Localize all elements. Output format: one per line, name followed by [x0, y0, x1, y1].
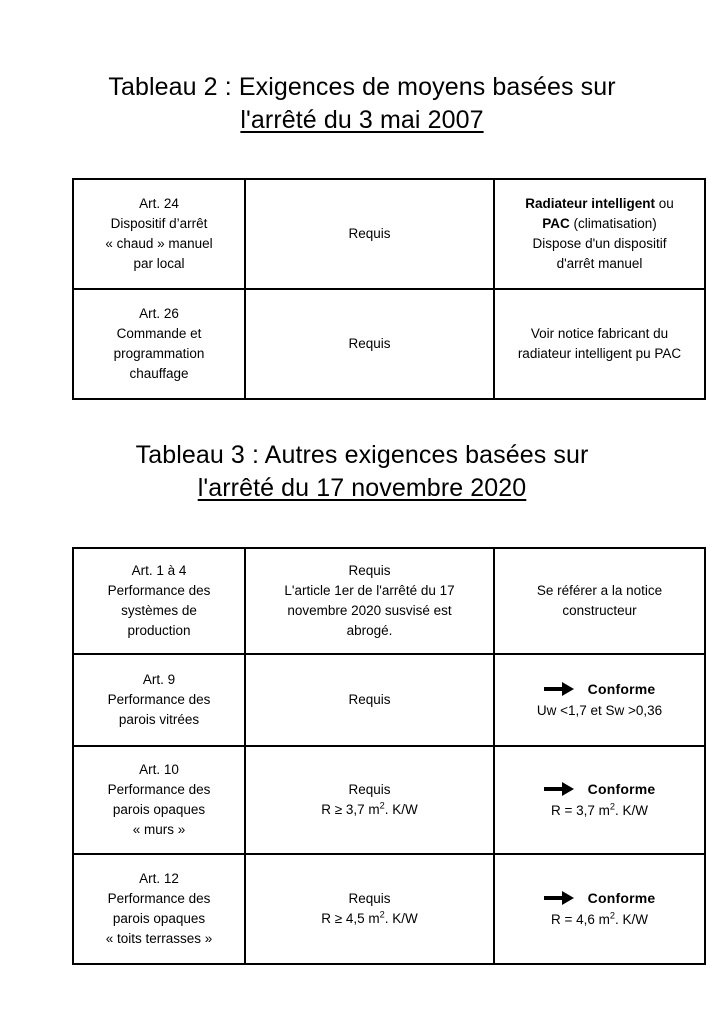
status-text: (climatisation)	[569, 216, 657, 232]
table-row	[73, 289, 705, 399]
article-line: chauffage	[129, 365, 189, 381]
article-line: Art. 12	[139, 871, 179, 887]
cell-status	[494, 548, 705, 654]
unit-superscript: 2	[609, 910, 615, 921]
title-line-2: l'arrêté du 17 novembre 2020	[197, 474, 527, 502]
unit-superscript: 2	[379, 909, 385, 920]
requirement-value-post: . K/W	[384, 802, 418, 817]
article-line: Art. 1 à 4	[131, 563, 187, 579]
cell-article	[73, 854, 245, 964]
status-badge: Conforme	[587, 780, 656, 797]
requirement-line	[254, 909, 485, 929]
requirement-value-post: . K/W	[384, 911, 418, 926]
cell-requirement	[245, 654, 494, 746]
article-line: Performance des	[107, 583, 211, 599]
page-title-tableau-3	[50, 439, 674, 505]
cell-article	[73, 746, 245, 854]
table-row	[73, 548, 705, 654]
requirement-value-pre: R ≥ 3,7 m	[321, 802, 380, 817]
status-line: Dispose d'un dispositif	[532, 236, 667, 251]
table-row	[73, 746, 705, 854]
cell-article	[73, 179, 245, 289]
table-row	[73, 179, 705, 289]
article-line: Performance des	[107, 891, 211, 907]
status-value-pre: R = 3,7 m	[550, 802, 610, 818]
table-tableau-3	[72, 547, 706, 965]
article-line: Commande et	[116, 326, 202, 342]
requirement-line: Requis	[348, 692, 391, 708]
cell-requirement	[245, 854, 494, 964]
article-line: systèmes de	[121, 603, 197, 618]
title-line-1: Tableau 2 : Exigences de moyens basées sur	[108, 73, 616, 101]
requirement-line: novembre 2020 susvisé est	[287, 603, 452, 618]
article-line: parois opaques	[112, 911, 206, 926]
article-line: Art. 10	[139, 762, 179, 778]
cell-status	[494, 289, 705, 399]
table-row	[73, 654, 705, 746]
arrow-right-icon	[544, 682, 574, 696]
cell-article	[73, 548, 245, 654]
cell-requirement	[245, 746, 494, 854]
status-line: radiateur intelligent pu PAC	[517, 346, 682, 361]
unit-superscript: 2	[609, 801, 615, 812]
requirement-line: L'article 1er de l'arrêté du 17	[284, 583, 455, 599]
arrow-right-icon	[544, 782, 574, 796]
page-title-tableau-2	[50, 71, 674, 137]
title-line-2: l'arrêté du 3 mai 2007	[240, 106, 484, 134]
article-line: Performance des	[107, 692, 211, 708]
status-line: Se référer a la notice	[536, 583, 663, 599]
cell-article	[73, 289, 245, 399]
arrow-right-icon	[544, 891, 574, 905]
status-value-post: . K/W	[615, 802, 648, 818]
article-line: production	[127, 622, 191, 638]
requirement-value-pre: R ≥ 4,5 m	[321, 911, 380, 926]
status-text: ou	[655, 196, 674, 212]
article-line: « murs »	[132, 821, 186, 837]
requirement-line: abrogé.	[346, 622, 393, 638]
status-detail	[503, 910, 696, 930]
article-line: Performance des	[107, 782, 211, 798]
article-line: parois vitrées	[118, 711, 200, 727]
requirement-line: Requis	[348, 563, 391, 579]
cell-status	[494, 746, 705, 854]
status-line: Voir notice fabricant du	[530, 326, 669, 342]
status-line: d'arrêt manuel	[556, 255, 643, 271]
status-detail: Uw <1,7 et Sw >0,36	[536, 702, 663, 718]
status-line	[503, 214, 696, 234]
status-detail	[503, 801, 696, 821]
status-value-post: . K/W	[615, 911, 648, 927]
requirement-line: Requis	[348, 782, 391, 798]
cell-requirement	[245, 179, 494, 289]
article-line: par local	[133, 255, 185, 271]
cell-requirement	[245, 289, 494, 399]
cell-status	[494, 654, 705, 746]
table-row	[73, 854, 705, 964]
unit-superscript: 2	[379, 800, 385, 811]
requirement-line	[254, 800, 485, 820]
status-emphasis: PAC	[542, 216, 570, 232]
article-line: programmation	[113, 346, 205, 361]
article-line: Art. 9	[142, 672, 176, 688]
article-line: Dispositif d’arrêt	[110, 216, 208, 232]
requirement-line: Requis	[348, 336, 391, 352]
cell-requirement	[245, 548, 494, 654]
cell-status	[494, 854, 705, 964]
status-line	[503, 194, 696, 214]
requirement-line: Requis	[348, 891, 391, 907]
cell-status	[494, 179, 705, 289]
title-line-1: Tableau 3 : Autres exigences basées sur	[135, 441, 589, 469]
article-line: Art. 26	[139, 306, 179, 322]
status-line: constructeur	[562, 603, 637, 618]
article-line: parois opaques	[112, 802, 206, 817]
cell-article	[73, 654, 245, 746]
status-badge: Conforme	[587, 889, 656, 906]
requirement-line: Requis	[348, 226, 391, 242]
status-emphasis: Radiateur intelligent	[525, 196, 655, 212]
article-line: « chaud » manuel	[105, 236, 213, 251]
status-value-pre: R = 4,6 m	[550, 911, 610, 927]
article-line: Art. 24	[139, 196, 179, 212]
status-badge: Conforme	[587, 680, 656, 697]
table-tableau-2	[72, 178, 706, 400]
article-line: « toits terrasses »	[105, 930, 213, 946]
